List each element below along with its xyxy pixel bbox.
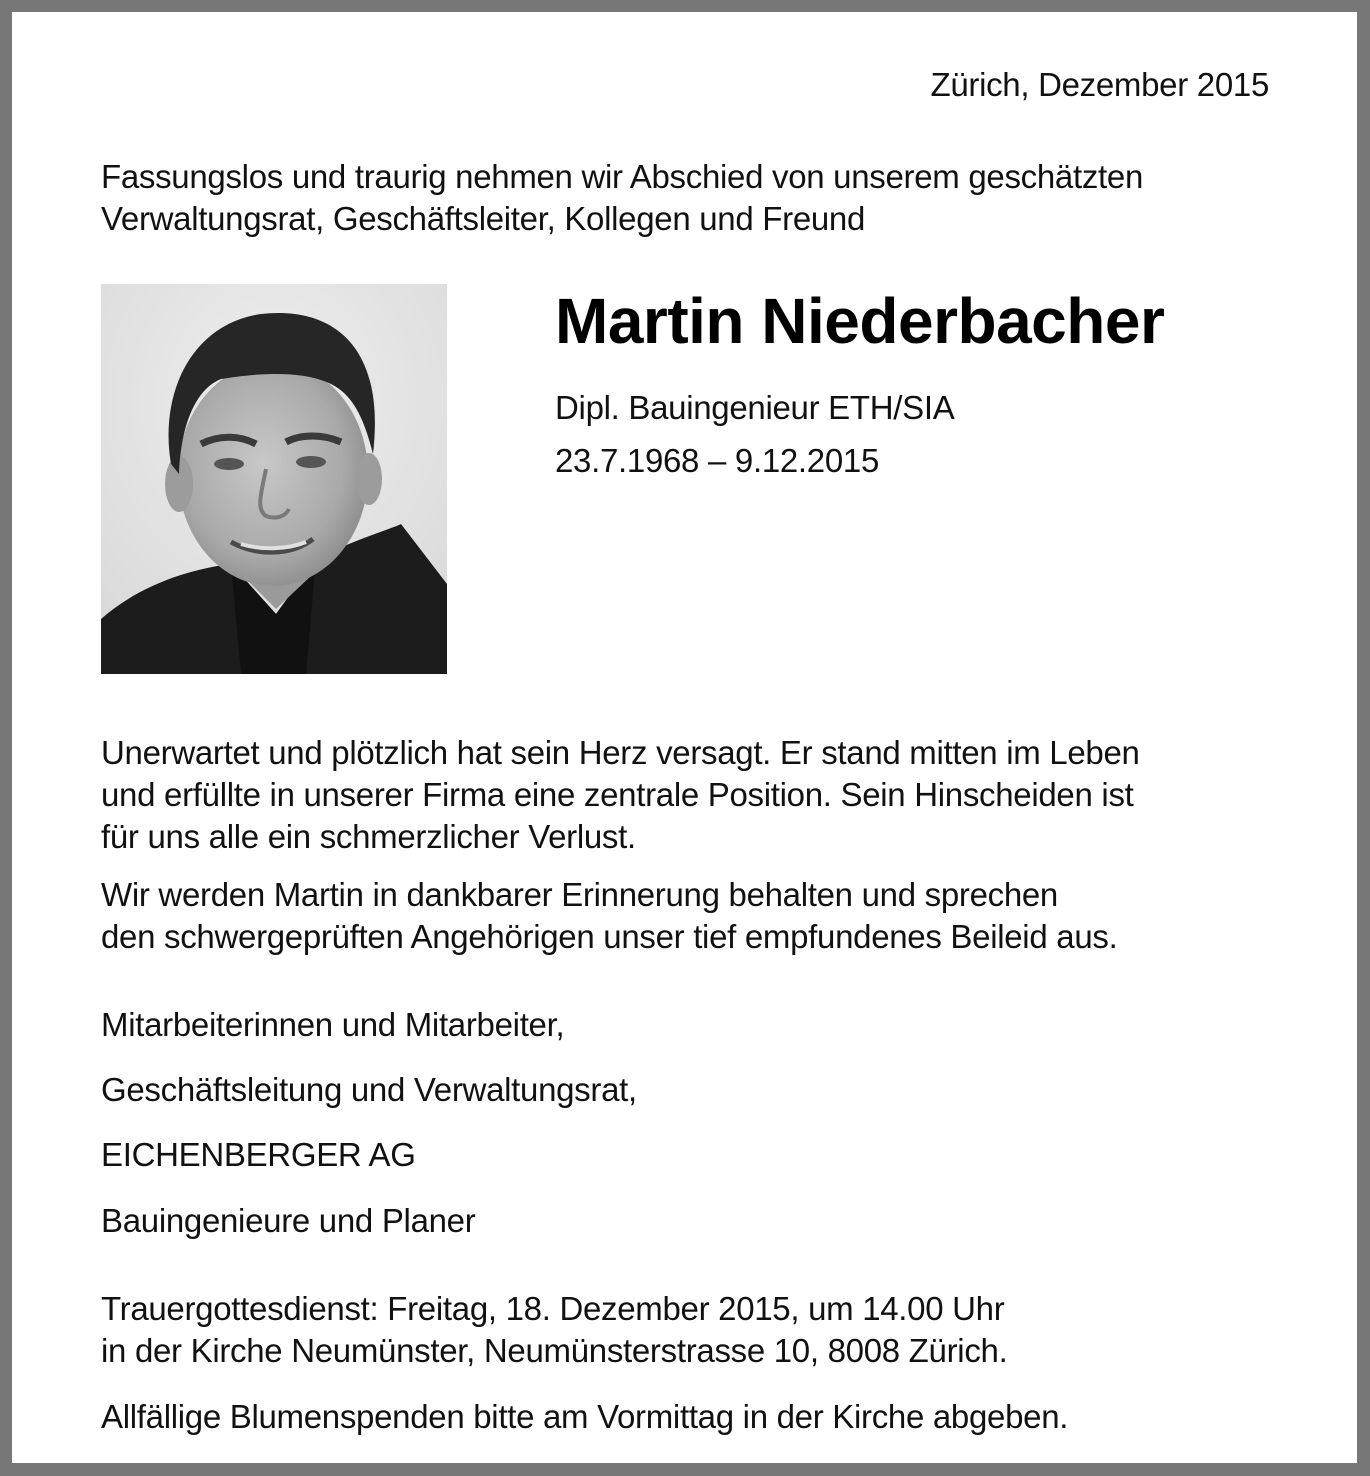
paragraph-line: für uns alle ein schmerzlicher Verlust.: [101, 818, 636, 855]
portrait-photo-icon: [101, 284, 447, 674]
portrait-photo: [101, 284, 447, 674]
signatory-company: EICHENBERGER AG: [101, 1136, 416, 1173]
funeral-service-info: [101, 1288, 1007, 1372]
service-line: Trauergottesdienst: Freitag, 18. Dezember 2015, um 14.00 Uhr: [101, 1290, 1005, 1327]
paragraph-line: Unerwartet und plötzlich hat sein Herz versagt. Er stand mitten im Leben: [101, 734, 1140, 771]
paragraph-line: Wir werden Martin in dankbarer Erinnerung behalten und sprechen: [101, 876, 1058, 913]
intro-line: Verwaltungsrat, Geschäftsleiter, Kollegen und Freund: [101, 200, 866, 237]
life-dates: 23.7.1968 – 9.12.2015: [555, 442, 880, 479]
obituary-notice: [12, 12, 1357, 1463]
flowers-note: Allfällige Blumenspenden bitte am Vormittag in der Kirche abgeben.: [101, 1398, 1069, 1435]
service-line: in der Kirche Neumünster, Neumünsterstrasse 10, 8008 Zürich.: [101, 1332, 1008, 1369]
remembrance-paragraph: [101, 874, 1117, 958]
place-date: Zürich, Dezember 2015: [930, 66, 1269, 103]
signatory-staff: Mitarbeiterinnen und Mitarbeiter,: [101, 1006, 565, 1043]
signatory-company-description: Bauingenieure und Planer: [101, 1202, 476, 1239]
deceased-name: Martin Niederbacher: [555, 285, 1165, 357]
deceased-title: Dipl. Bauingenieur ETH/SIA: [555, 389, 955, 426]
intro-text: [101, 156, 1143, 240]
condolence-paragraph: [101, 732, 1140, 858]
paragraph-line: den schwergeprüften Angehörigen unser tief empfundenes Beileid aus.: [101, 918, 1118, 955]
paragraph-line: und erfüllte in unserer Firma eine zentrale Position. Sein Hinscheiden ist: [101, 776, 1134, 813]
intro-line: Fassungslos und traurig nehmen wir Abschied von unserem geschätzten: [101, 158, 1143, 195]
signatory-management: Geschäftsleitung und Verwaltungsrat,: [101, 1071, 637, 1108]
